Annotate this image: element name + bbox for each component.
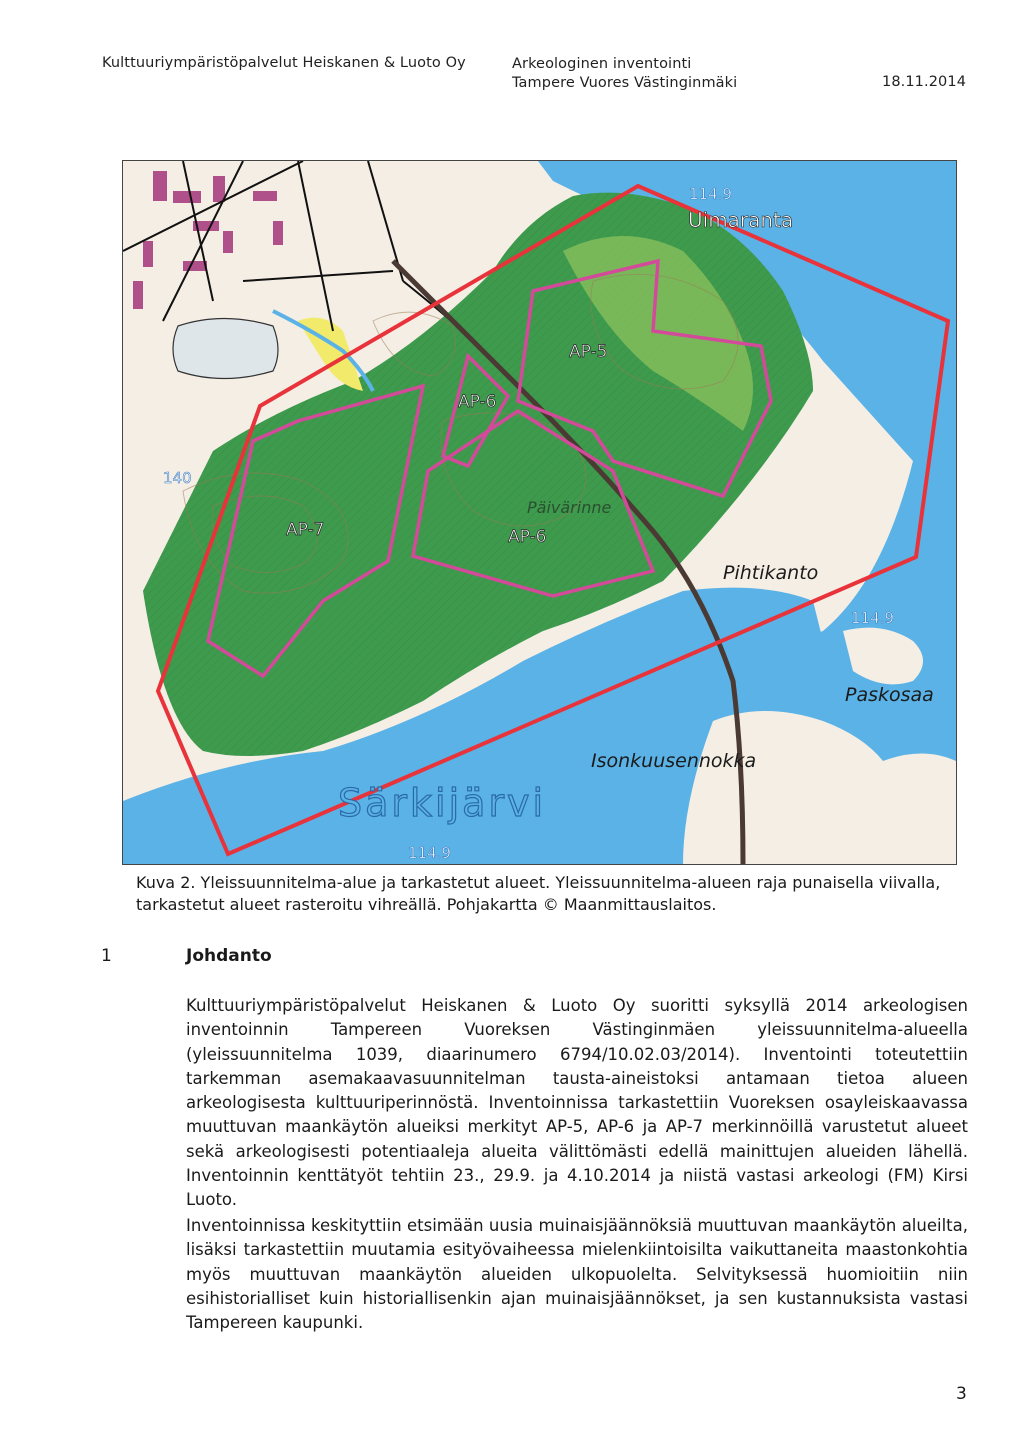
elevation-label-left: 140 xyxy=(163,469,192,487)
pond xyxy=(173,319,278,379)
uimaranta-label: Uimaranta xyxy=(688,208,794,232)
elevation-label-bottom: 114.9 xyxy=(408,844,451,862)
ap6-label-south: AP-6 xyxy=(508,527,547,547)
figure-caption: Kuva 2. Yleissuunnitelma-alue ja tarkastetut alueet. Yleissuunnitelma-alueen raja punaisella viivalla, tarkastetut alueet rasteroitu vihreällä. Pohjakartta © Maanmittauslaitos. xyxy=(136,873,941,914)
body-paragraph-1: Kulttuuriympäristöpalvelut Heiskanen & Luoto Oy suoritti syksyllä 2014 arkeologisen inventoinnin Tampereen Vuoreksen Västinginmäen yleissuunnitelma-alueella (yleissuunnitelma 1039, diaarinumero 6794/10.02.03/2014). Inventointi toteutettiin tarkemman asemakaavasuunnitelman tausta-aineistoksi antamaan tietoa alueen arkeologisesta kulttuuriperinnöstä. Inventoinnissa tarkastettiin Vuoreksen osayleiskaavassa muuttuvan maankäytön alueiksi merkityt AP-5, AP-6 ja AP-7 merkinnöillä varustetut alueet sekä arkeologisesti potentiaaleja alueita välittömästi edellä mainittujen alueiden lähellä. Inventoinnin kenttätyöt tehtiin 23., 29.9. ja 4.10.2014 ja niistä vastasi arkeologi (FM) Kirsi Luoto. xyxy=(186,996,968,1210)
ap7-label: AP-7 xyxy=(286,520,325,540)
paskosaari-label: Paskosaa xyxy=(845,684,934,706)
header-report xyxy=(512,55,737,93)
section-title: Johdanto xyxy=(186,946,272,966)
ap5-label: AP-5 xyxy=(569,342,608,362)
base-map xyxy=(122,160,957,865)
page-number: 3 xyxy=(956,1384,967,1404)
ap6-label-north: AP-6 xyxy=(458,392,497,412)
header-report-title: Arkeologinen inventointi xyxy=(512,56,692,72)
header-company: Kulttuuriympäristöpalvelut Heiskanen & Luoto Oy xyxy=(102,55,466,71)
isonkuusennokka-label: Isonkuusennokka xyxy=(591,750,757,772)
elevation-label-right: 114.9 xyxy=(851,609,894,627)
elevation-label-top: 114.9 xyxy=(689,185,732,203)
header-date: 18.11.2014 xyxy=(882,74,967,90)
paivarinne-label: Päivärinne xyxy=(527,498,612,517)
section-number: 1 xyxy=(101,946,112,966)
header-report-location: Tampere Vuores Västinginmäki xyxy=(512,75,738,91)
sarkijarvi-label: Särkijärvi xyxy=(338,781,547,825)
body-paragraph-2: Inventoinnissa keskityttiin etsimään uusia muinaisjäännöksiä muuttuvan maankäytön alueilta, lisäksi tarkastettiin muutamia esityövaiheessa mielenkiintoisilta vaikuttaneita maastonkohtia myös muuttuvan maankäytön alueiden ulkopuolelta. Selvityksessä huomioitiin niin esihistorialliset kuin historiallisenkin ajan muinaisjäännökset, ja sen kustannuksista vastasi Tampereen kaupunki. xyxy=(186,1216,968,1333)
pihtikanto-label: Pihtikanto xyxy=(723,562,819,584)
map-svg xyxy=(123,161,956,864)
